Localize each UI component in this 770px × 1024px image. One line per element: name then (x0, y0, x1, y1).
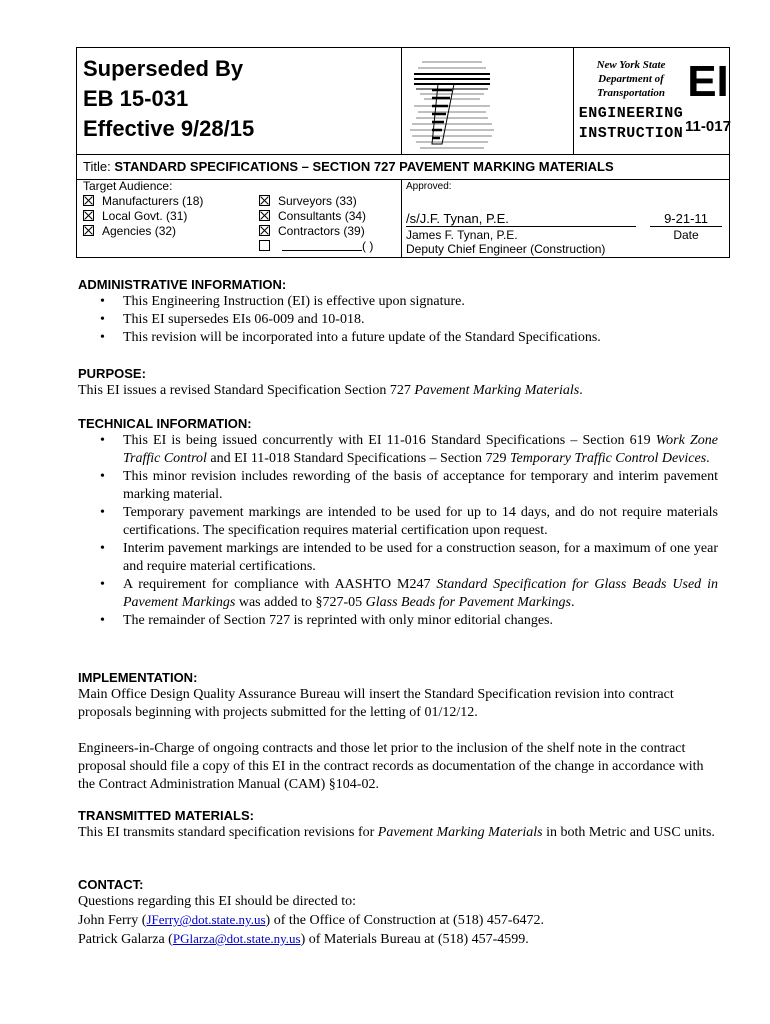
italic-text: Work Zone Traffic Control (123, 433, 718, 466)
contact-line (78, 911, 718, 930)
transmitted-section (78, 808, 718, 842)
text: in both Metric and USC units. (542, 825, 715, 840)
email-link[interactable]: JFerry@dot.state.ny.us (146, 912, 266, 927)
ei-block (687, 48, 729, 154)
admin-section (78, 277, 718, 347)
section-heading: PURPOSE: (78, 366, 146, 381)
implementation-paragraph: Main Office Design Quality Assurance Bureau will insert the Standard Specification revision into contract proposals beginning with projects submitted for the letting of 01/12/12. (78, 687, 674, 720)
italic-text: Glass Beads for Pavement Markings (365, 595, 571, 610)
target-audience-label: Target Audience: (83, 179, 173, 193)
audience-label: Local Govt. (31) (102, 209, 188, 223)
checked-box-icon (259, 225, 270, 236)
audience-label: Manufacturers (18) (102, 194, 204, 208)
ei-number: 11-017 (685, 118, 731, 135)
title-row (77, 154, 729, 180)
nysdot-logo-icon (402, 48, 574, 154)
audience-label: Surveyors (33) (278, 194, 357, 208)
implementation-section (78, 670, 718, 794)
list-item: • This Engineering Instruction (EI) is effective upon signature. (78, 293, 718, 311)
agency-name-line: Transportation (596, 87, 666, 99)
audience-checkbox (83, 194, 203, 209)
italic-text: Standard Specification for Glass Beads Used in Pavement Markings (123, 577, 718, 610)
header-top-row (77, 48, 729, 155)
audience-checkbox (83, 224, 176, 239)
text: This EI is being issued concurrently with EI 11-016 Standard Specifications – Section 619 (123, 433, 656, 448)
audience-label: Agencies (32) (102, 224, 177, 238)
text: John Ferry ( (78, 913, 147, 928)
ei-mark: EI (687, 57, 729, 106)
admin-list (78, 293, 718, 347)
checked-box-icon (259, 195, 270, 206)
nysdot-logo (401, 48, 574, 154)
technical-list (78, 432, 718, 630)
section-heading: TRANSMITTED MATERIALS: (78, 808, 254, 823)
unchecked-box-icon (259, 240, 270, 251)
audience-checkbox (83, 209, 187, 224)
text: This EI issues a revised Standard Specification Section 727 (78, 383, 415, 398)
audience-checkbox (259, 209, 366, 224)
text: ) of Materials Bureau at (518) 457-4599. (300, 932, 529, 947)
italic-text: Temporary Traffic Control Devices (510, 451, 707, 466)
signature: /s/J.F. Tynan, P.E. (406, 211, 636, 227)
technical-section (78, 416, 718, 630)
checked-box-icon (83, 210, 94, 221)
italic-text: Pavement Marking Materials (377, 825, 543, 840)
purpose-text (78, 382, 718, 400)
doc-type-line: INSTRUCTION (578, 125, 684, 142)
list-item: • Interim pavement markings are intended to be used for a construction season, for a maximum of one year and require material certifications. (78, 540, 718, 576)
agency-name-line: Department of (598, 73, 664, 85)
list-item (78, 576, 718, 612)
doc-type-line: ENGINEERING (578, 105, 684, 122)
date-label: Date (673, 228, 699, 242)
audience-label: ( ) (362, 239, 374, 253)
list-item: • This EI supersedes EIs 06-009 and 10-018. (78, 311, 718, 329)
title-value: STANDARD SPECIFICATIONS – SECTION 727 PAVEMENT MARKING MATERIALS (114, 159, 614, 174)
audience-label: Consultants (34) (278, 209, 367, 223)
text: This EI transmits standard specification revisions for (78, 825, 378, 840)
audience-checkbox (259, 224, 365, 239)
header-box (76, 47, 730, 258)
transmitted-text (78, 824, 718, 842)
implementation-paragraph: Engineers-in-Charge of ongoing contracts and those let prior to the inclusion of the shelf note in the contract proposal should file a copy of this EI in the contract records as documentation of the change in accordance with the Contract Administration Manual (CAM) §104-02. (78, 741, 704, 792)
text: . (579, 383, 583, 398)
title-label: Title: (83, 159, 111, 174)
text: Patrick Galarza ( (78, 932, 173, 947)
section-heading: ADMINISTRATIVE INFORMATION: (78, 277, 287, 292)
list-item (78, 432, 718, 468)
superseded-line: Superseded By (83, 56, 244, 81)
target-audience (83, 179, 398, 257)
audience-checkbox (259, 194, 357, 209)
blank-line (282, 239, 362, 251)
approval-block (401, 179, 732, 257)
list-item: • This revision will be incorporated into a future update of the Standard Specifications. (78, 329, 718, 347)
section-heading: CONTACT: (78, 877, 144, 892)
superseded-effective-date: Effective 9/28/15 (83, 116, 255, 141)
text: A requirement for compliance with AASHTO M247 (123, 577, 437, 592)
contact-line (78, 930, 718, 949)
checked-box-icon (83, 195, 94, 206)
text: . (570, 595, 575, 610)
list-item: • This minor revision includes rewording of the basis of acceptance for temporary and interim pavement marking material. (78, 468, 718, 504)
signature-date: 9-21-11 (650, 211, 722, 227)
email-link[interactable]: PGlarza@dot.state.ny.us (172, 931, 301, 946)
audience-label: Contractors (39) (278, 224, 365, 238)
checked-box-icon (83, 225, 94, 236)
agency-name-line: New York State (596, 59, 666, 71)
signer-name: James F. Tynan, P.E. (406, 228, 518, 242)
superseded-bulletin: EB 15-031 (83, 86, 189, 111)
text: and EI 11-018 Standard Specifications – Section 729 (206, 451, 511, 466)
approved-label: Approved: (406, 181, 452, 192)
signer-title: Deputy Chief Engineer (Construction) (406, 242, 606, 256)
audience-checkbox (259, 239, 373, 254)
audience-approval-row (77, 179, 729, 257)
checked-box-icon (259, 210, 270, 221)
italic-text: Pavement Marking Materials (414, 383, 580, 398)
contact-section (78, 877, 718, 949)
text: . (706, 451, 710, 466)
text: ) of the Office of Construction at (518) 457-6472. (265, 913, 545, 928)
list-item: • Temporary pavement markings are intended to be used for up to 14 days, and do not require materials certifications. The specification requires material certification upon request. (78, 504, 718, 540)
list-item: • The remainder of Section 727 is reprinted with only minor editorial changes. (78, 612, 718, 630)
section-heading: TECHNICAL INFORMATION: (78, 416, 252, 431)
agency-block (573, 48, 688, 154)
contact-intro: Questions regarding this EI should be directed to: (78, 894, 356, 909)
text: was added to §727-05 (235, 595, 366, 610)
superseded-notice (83, 54, 254, 144)
section-heading: IMPLEMENTATION: (78, 670, 198, 685)
purpose-section (78, 366, 718, 400)
